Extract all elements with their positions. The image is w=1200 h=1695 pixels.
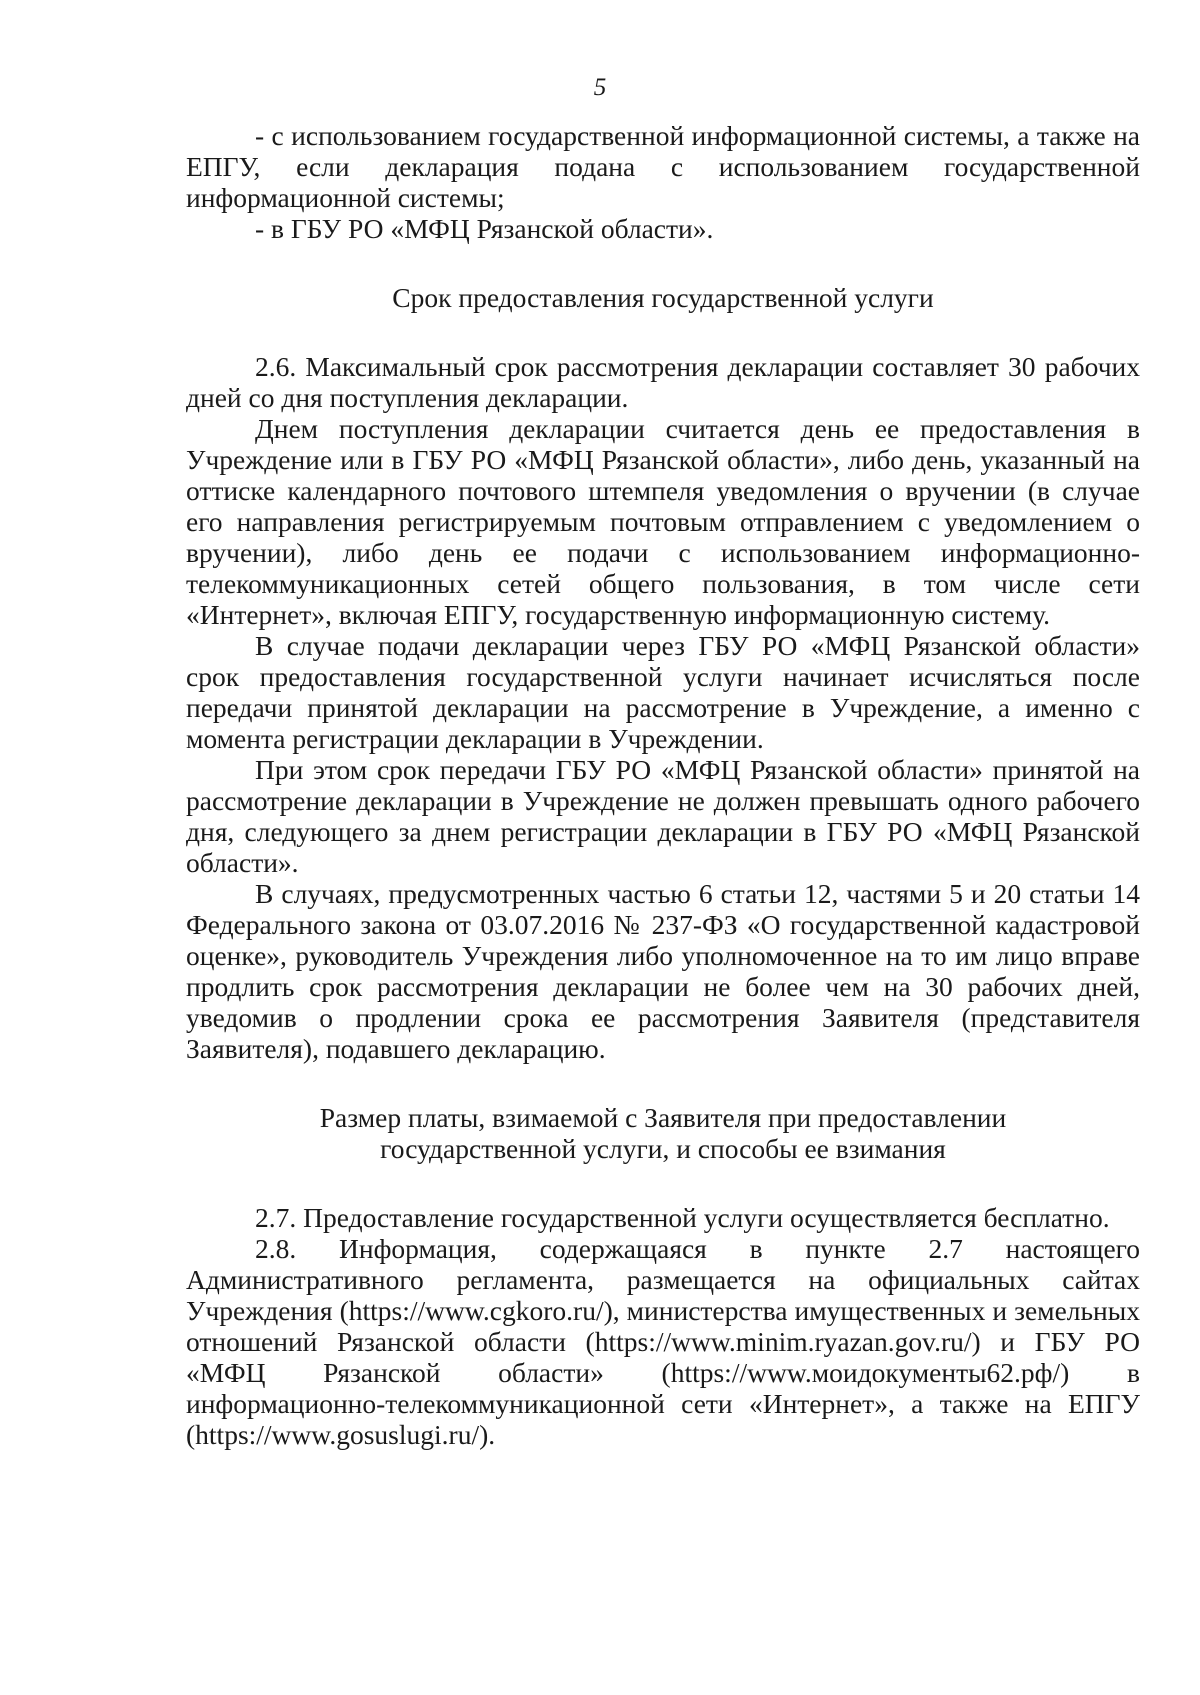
paragraph-transfer-term: При этом срок передачи ГБУ РО «МФЦ Рязанской области» принятой на рассмотрение декларации в Учреждение не должен превышать одного рабочего дня, следующего за днем регистрации декларации в ГБУ РО «МФЦ Рязанской области».: [186, 754, 1140, 878]
document-body: [186, 120, 1140, 1450]
paragraph-2-7: 2.7. Предоставление государственной услуги осуществляется бесплатно.: [255, 1202, 1110, 1233]
page-number: 5: [593, 74, 607, 101]
paragraph-extension: В случаях, предусмотренных частью 6 статьи 12, частями 5 и 20 статьи 14 Федерального закона от 03.07.2016 № 237-ФЗ «О государственной кадастровой оценке», руководитель Учреждения либо уполномоченное на то им лицо вправе продлить срок рассмотрения декларации не более чем на 30 рабочих дней, уведомив о продлении срока ее рассмотрения Заявителя (представителя Заявителя), подавшего декларацию.: [186, 878, 1140, 1064]
paragraph-receipt-day: Днем поступления декларации считается день ее предоставления в Учреждение или в ГБУ РО «МФЦ Рязанской области», либо день, указанный на оттиске календарного почтового штемпеля уведомления о вручении (в случае его направления регистрируемым почтовым отправлением с уведомлением о вручении), либо день ее подачи с использованием информационно-телекоммуникационных сетей общего пользования, в том числе сети «Интернет», включая ЕПГУ, государственную информационную систему.: [186, 413, 1140, 630]
paragraph-2-8: 2.8. Информация, содержащаяся в пункте 2.7 настоящего Административного регламента, размещается на официальных сайтах Учреждения (https://www.cgkoro.ru/), министерства имущественных и земельных отношений Рязанской области (https://www.minim.ryazan.gov.ru/) и ГБУ РО «МФЦ Рязанской области» (https://www.мoидокументы62.рф/) в информационно-телекоммуникационной сети «Интернет», а также на ЕПГУ (https://www.gosuslugi.ru/).: [186, 1233, 1140, 1450]
paragraph-mfc-submission: В случае подачи декларации через ГБУ РО «МФЦ Рязанской области» срок предоставления государственной услуги начинает исчисляться после передачи принятой декларации на рассмотрение в Учреждение, а именно с момента регистрации декларации в Учреждении.: [186, 630, 1140, 754]
list-item-mfc: - в ГБУ РО «МФЦ Рязанской области».: [255, 213, 714, 244]
section-title-fee-line1: Размер платы, взимаемой с Заявителя при предоставлении: [319, 1102, 1007, 1133]
list-item-gis: - с использованием государственной информационной системы, а также на ЕПГУ, если декларация подана с использованием государственной информационной системы;: [186, 120, 1140, 213]
paragraph-2-6: 2.6. Максимальный срок рассмотрения декларации составляет 30 рабочих дней со дня поступления декларации.: [186, 351, 1140, 413]
section-title-term: Срок предоставления государственной услуги: [392, 282, 934, 313]
section-title-fee-line2: государственной услуги, и способы ее взимания: [380, 1133, 946, 1164]
